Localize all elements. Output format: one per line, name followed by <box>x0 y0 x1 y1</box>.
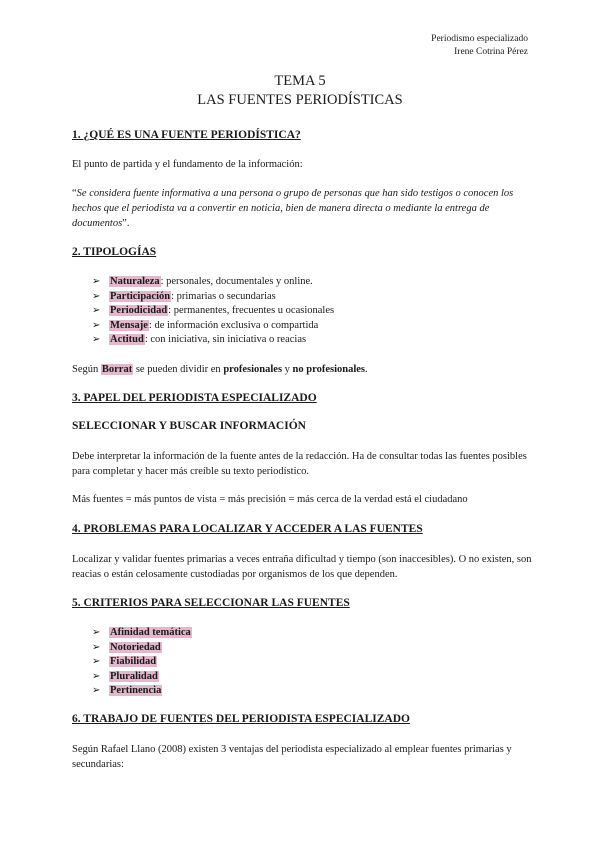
section-1-intro: El punto de partida y el fundamento de la información: <box>72 159 303 170</box>
typology-desc: : primarias o secundarias <box>171 290 276 302</box>
typologies-list <box>92 275 334 348</box>
criterion-label: Afinidad temática <box>110 627 191 638</box>
document-title <box>0 72 600 110</box>
borrat-non-professional: no profesionales <box>292 364 365 375</box>
list-item <box>92 655 192 670</box>
borrat-classification <box>72 362 532 377</box>
list-item <box>92 290 334 305</box>
section-3-para-1: Debe interpretar la información de la fuente antes de la redacción. Ha de consultar todas las fuentes posibles para completar y hacer más creíble su texto periodístico. <box>72 451 527 477</box>
typology-desc: : permanentes, frecuentes u ocasionales <box>168 305 335 316</box>
typology-desc: : personales, documentales y online. <box>160 276 313 287</box>
list-item <box>92 275 334 290</box>
typology-term: Mensaje <box>110 319 148 331</box>
arrow-bullet-icon: ➢ <box>92 656 101 667</box>
criterion-label: Fiabilidad <box>110 656 157 667</box>
borrat-name: Borrat <box>101 364 133 375</box>
list-item <box>92 684 192 699</box>
quote-open-mark: “ <box>72 188 77 199</box>
section-3-heading: 3. PAPEL DEL PERIODISTA ESPECIALIZADO <box>72 392 317 404</box>
typology-desc: : de información exclusiva o compartida <box>148 319 319 331</box>
section-1-heading: 1. ¿QUÉ ES UNA FUENTE PERIODÍSTICA? <box>72 129 301 141</box>
section-5-heading: 5. CRITERIOS PARA SELECCIONAR LAS FUENTES <box>72 597 350 609</box>
section-3-para-2: Más fuentes = más puntos de vista = más precisión = más cerca de la verdad está el ciudadano <box>72 494 468 505</box>
arrow-bullet-icon: ➢ <box>92 670 101 682</box>
criterion-label: Notoriedad <box>110 641 161 653</box>
borrat-text-and: y <box>282 364 293 375</box>
arrow-bullet-icon: ➢ <box>92 319 101 331</box>
arrow-bullet-icon: ➢ <box>92 305 101 316</box>
section-4-para: Localizar y validar fuentes primarias a veces entraña dificultad y tiempo (son inaccesibles). O no existen, son reacias o están celosamente custodiadas por organismos de los que dependen. <box>72 554 532 580</box>
header-author: Irene Cotrina Pérez <box>454 47 528 57</box>
section-6-heading: 6. TRABAJO DE FUENTES DEL PERIODISTA ESPECIALIZADO <box>72 713 410 725</box>
title-topic-number: TEMA 5 <box>274 73 326 89</box>
section-4-heading: 4. PROBLEMAS PARA LOCALIZAR Y ACCEDER A LAS FUENTES <box>72 523 423 535</box>
list-item <box>92 333 334 348</box>
borrat-text-pre: Según <box>72 364 101 375</box>
arrow-bullet-icon: ➢ <box>92 685 101 696</box>
list-item <box>92 319 334 334</box>
typology-term: Actitud <box>110 334 144 345</box>
borrat-text-mid: se pueden dividir en <box>133 364 224 375</box>
section-1-quote <box>72 186 532 231</box>
typology-term: Participación <box>110 290 171 302</box>
title-topic-name: LAS FUENTES PERIODÍSTICAS <box>197 92 403 108</box>
list-item <box>92 304 334 319</box>
borrat-professional: profesionales <box>223 364 283 375</box>
header-course: Periodismo especializado <box>431 34 528 44</box>
quote-text: Se considera fuente informativa a una persona o grupo de personas que han sido testigos o conocen los hechos que el periodista va a convertir en noticia, bien de manera directa o mediante la entrega de documentos <box>72 188 514 229</box>
list-item <box>92 626 192 641</box>
quote-close-mark: ”. <box>122 218 130 229</box>
arrow-bullet-icon: ➢ <box>92 627 101 638</box>
arrow-bullet-icon: ➢ <box>92 276 101 287</box>
criterion-label: Pluralidad <box>110 670 158 682</box>
section-6-para: Según Rafael Llano (2008) existen 3 ventajas del periodista especializado al emplear fuentes primarias y secundarias: <box>72 744 512 770</box>
list-item <box>92 670 192 685</box>
running-header <box>431 33 528 59</box>
typology-term: Periodicidad <box>110 305 168 316</box>
arrow-bullet-icon: ➢ <box>92 641 101 653</box>
typology-term: Naturaleza <box>110 276 160 287</box>
criteria-list <box>92 626 192 699</box>
section-3-subheading: SELECCIONAR Y BUSCAR INFORMACIÓN <box>72 420 306 432</box>
arrow-bullet-icon: ➢ <box>92 290 101 302</box>
list-item <box>92 641 192 656</box>
borrat-text-end: . <box>365 364 368 375</box>
arrow-bullet-icon: ➢ <box>92 334 101 345</box>
criterion-label: Pertinencia <box>110 685 162 696</box>
typology-desc: : con iniciativa, sin iniciativa o reacias <box>144 334 307 345</box>
section-2-heading: 2. TIPOLOGÍAS <box>72 246 157 258</box>
